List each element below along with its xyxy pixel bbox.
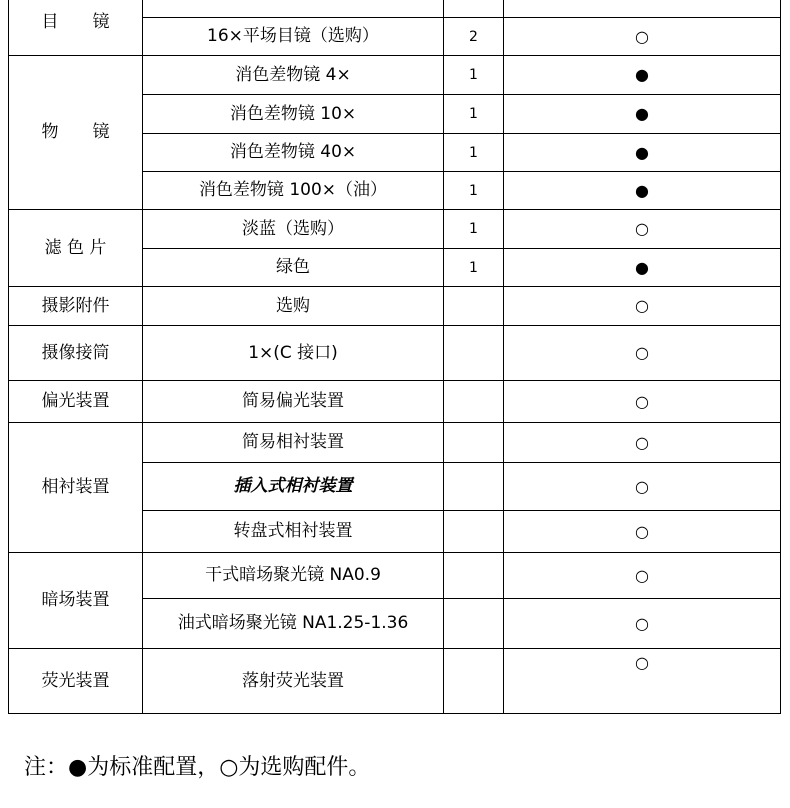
category-polarizing: 偏光装置 [41,391,110,411]
qty-cell [444,553,503,598]
config-mark: ● [635,257,649,277]
category-camera-adapter: 摄像接筒 [41,342,110,363]
item-cell: 转盘式相衬装置 [233,521,353,541]
item-cell: 简易偏光装置 [242,391,344,411]
category-fluorescence: 荧光装置 [41,670,110,691]
item-cell: 消色差物镜 40× [229,142,357,162]
config-mark: ○ [635,432,649,452]
qty-cell: 1 [469,106,478,122]
config-mark: ○ [635,613,649,633]
category-photo-attachment: 摄影附件 [41,295,110,316]
qty-cell [444,599,503,648]
config-mark: ○ [635,343,649,362]
item-cell: 1×(C 接口) [248,342,338,363]
legend-note: 注：●为标准配置，○为选购配件。 [24,755,371,780]
config-mark: ○ [635,653,649,672]
category-filter: 滤 色 片 [44,237,107,258]
config-table [8,0,781,714]
category-eyepiece: 目 镜 [41,12,110,32]
qty-cell: 2 [469,28,478,45]
item-cell: 消色差物镜 10× [229,103,357,124]
item-cell: 绿色 [276,257,310,277]
qty-cell [444,326,503,380]
qty-cell: 1 [469,144,478,161]
item-cell: 选购 [276,295,310,316]
qty-cell: 1 [469,182,478,199]
config-mark: ○ [635,391,649,411]
config-mark: ● [635,180,649,200]
item-cell: 16×平场目镜（选购） [207,26,379,46]
category-objective: 物 镜 [41,122,110,142]
qty-cell [444,287,503,325]
qty-cell [444,649,503,713]
qty-cell [444,463,503,510]
item-cell: 干式暗场聚光镜 NA0.9 [205,565,381,585]
qty-cell: 1 [469,67,478,83]
qty-cell [444,423,503,462]
config-mark: ○ [635,219,649,238]
config-mark: ● [635,65,649,84]
item-cell: 油式暗场聚光镜 NA1.25-1.36 [177,613,409,633]
qty-cell: 1 [469,221,478,237]
item-cell: 消色差物镜 100×（油） [198,180,388,200]
config-mark: ● [635,104,649,123]
qty-cell [444,381,503,422]
table-border-bottom [8,713,781,714]
qty-cell [444,511,503,552]
config-mark: ● [635,142,649,162]
item-cell: 落射荧光装置 [242,670,344,691]
item-cell: 插入式相衬装置 [233,476,353,496]
item-cell: 消色差物镜 4× [235,64,351,85]
table-border-right [780,0,781,714]
config-mark: ○ [635,565,649,585]
qty-cell: 1 [469,259,478,276]
config-mark: ○ [635,26,649,46]
config-mark: ○ [635,521,649,541]
config-mark: ○ [635,476,649,496]
item-cell: 淡蓝（选购） [242,218,344,239]
category-darkfield: 暗场装置 [41,590,110,610]
item-cell: 简易相衬装置 [242,432,344,452]
config-mark: ○ [635,296,649,315]
category-phase-contrast: 相衬装置 [41,477,110,497]
